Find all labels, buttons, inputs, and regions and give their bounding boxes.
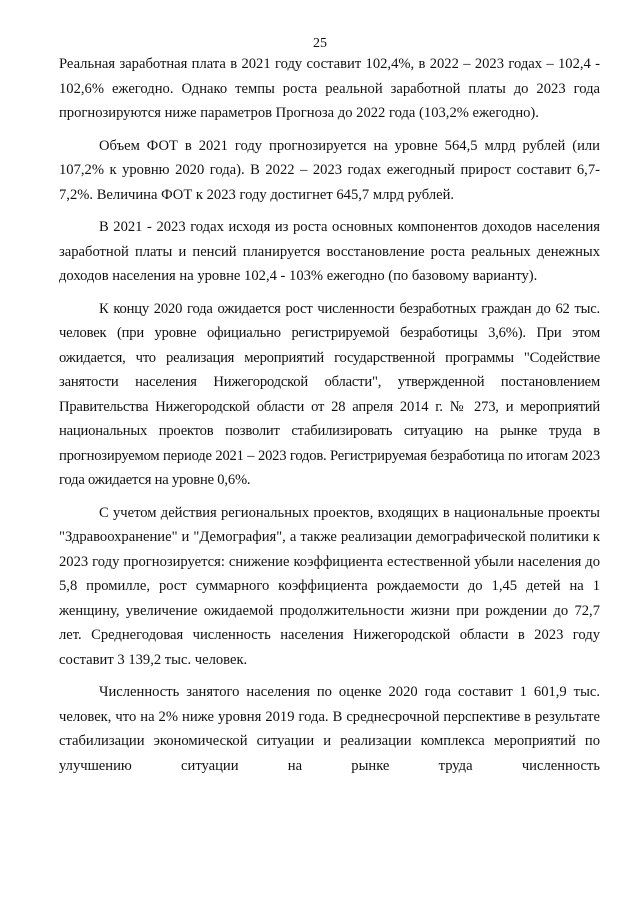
- paragraph-population-income: В 2021 - 2023 годах исходя из роста основных компонентов доходов населения заработной платы и пенсий планируется восстановление роста реальных денежных доходов населения на уровне 102,4 - 103% ежегодно (по базовому варианту).: [59, 219, 600, 284]
- paragraph-payroll-fund: Объем ФОТ в 2021 году прогнозируется на уровне 564,5 млрд рублей (или 107,2% к уровню 2020 года). В 2022 – 2023 годах ежегодный прирост составит 6,7-7,2%. Величина ФОТ к 2023 году достигнет 645,7 млрд рублей.: [59, 137, 600, 203]
- document-body: [59, 52, 600, 778]
- paragraph-real-wages: Реальная заработная плата в 2021 году составит 102,4%, в 2022 – 2023 годах – 102,4 - 102,6% ежегодно. Однако темпы роста реальной заработной платы до 2023 года прогнозируются ниже параметров Прогноза до 2022 года (103,2% ежегодно).: [59, 56, 600, 121]
- paragraph-employment: Численность занятого населения по оценке 2020 года составит 1 601,9 тыс. человек, что на 2% ниже уровня 2019 года. В среднесрочной перспективе в результате стабилизации экономической ситуации и реализации комплекса мероприятий по улучшению ситуации на рынке труда численность: [59, 684, 600, 774]
- paragraph-demography: С учетом действия региональных проектов, входящих в национальные проекты "Здравоохранение" и "Демография", а также реализации демографической политики к 2023 году прогнозируется: снижение коэффициента естественной убыли населения до 5,8 промилле, рост суммарного коэффициента рождаемости до 1,45 детей на 1 женщину, увеличение ожидаемой продолжительности жизни при рождении до 72,7 лет. Среднегодовая численность населения Нижегородской области в 2023 году составит 3 139,2 тыс. человек.: [59, 504, 600, 668]
- page-number: 25: [313, 36, 327, 51]
- paragraph-unemployment: К концу 2020 года ожидается рост численности безработных граждан до 62 тыс. человек (при уровне официально регистрируемой безработицы 3,6%). При этом ожидается, что реализация мероприятий государственной программы "Содействие занятости населения Нижегородской области", утвержденной постановлением Правительства Нижегородской области от 28 апреля 2014 г. № 273, и мероприятий национальных проектов позволит стабилизировать ситуацию на рынке труда в прогнозируемом периоде 2021 – 2023 годов. Регистрируемая безработица по итогам 2023 года ожидается на уровне 0,6%.: [59, 300, 600, 488]
